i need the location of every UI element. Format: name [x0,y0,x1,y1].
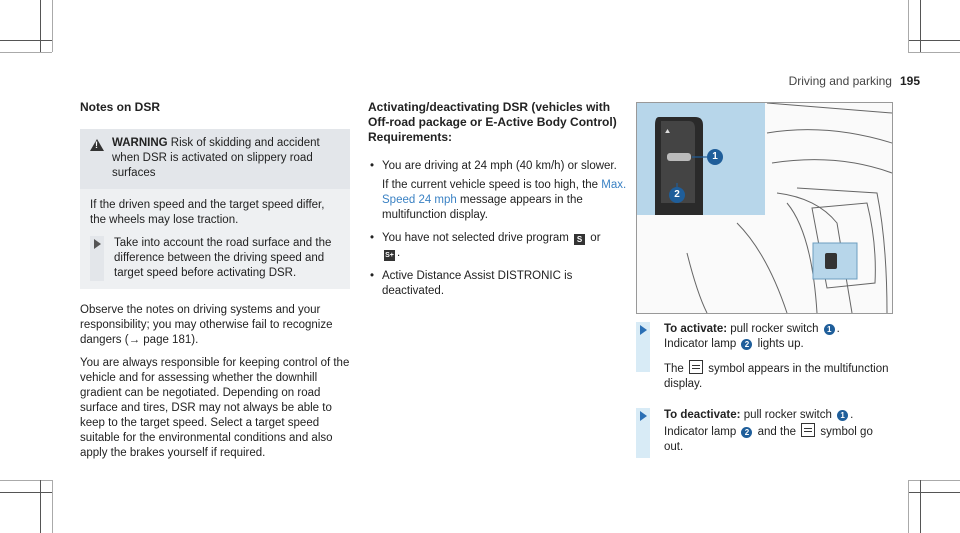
dsr-symbol-icon [689,360,703,374]
warning-action-text: Take into account the road surface and the difference between the driving speed and target speed before activating DSR. [114,237,332,279]
crop-mark [0,480,52,481]
list-item: • Active Distance Assist DISTRONIC is deactivated. [368,269,628,299]
section-title: Driving and parking [788,74,892,88]
callout-2: 2 [674,189,680,200]
deactivate-label: To deactivate: [664,409,741,421]
arrow-icon [640,411,647,421]
svg-text:⛰: ⛰ [665,129,671,135]
crop-mark [908,0,909,52]
warning-triangle-icon [90,139,104,151]
list-item: • You are driving at 24 mph (40 km/h) or slower. If the current vehicle speed is too high, the Max. Speed 24 mph message appears in the multifunction display. [368,159,628,223]
crop-mark [0,52,52,53]
callout-1: 1 [712,151,718,162]
console-drawing [637,103,892,313]
dsr-symbol-icon [801,423,815,437]
crop-mark [52,0,53,52]
warning-paragraph: If the driven speed and the target speed differ, the wheels may lose traction. [90,199,325,226]
paragraph: You are always responsible for keeping control of the vehicle and for assessing whether the downhill gradient can be negotiated. Depending on road surface and tires, DSR may not always be able to keep to the target speed. Select a target speed suitable for the environmental conditions and also apply the brakes yourself if required. [80,357,350,459]
column-notes [80,100,350,469]
warning-box [80,129,350,289]
warning-label: WARNING [112,137,168,149]
warning-action [80,228,350,281]
arrow-icon [94,239,101,249]
callout-2-icon: 2 [741,427,752,438]
paragraph: Observe the notes on driving systems and your responsibility; you may otherwise fail to recognize dangers (→ page 181). [80,304,333,346]
activate-step: To activate: pull rocker switch 1 . Indicator lamp 2 lights up. The symbol appears in the multifunction display. [636,322,892,392]
requirements-heading: Requirements: [368,130,453,144]
callout-1-icon: 1 [837,410,848,421]
arrow-icon [640,325,647,335]
callout-1-icon: 1 [824,324,835,335]
activation-heading: Activating/deactivating DSR (vehicles with Off-road package or E-Active Body Control) [368,100,617,129]
crop-mark [908,480,909,533]
crop-mark [52,480,53,533]
crop-mark [0,40,52,41]
crop-mark [908,492,960,493]
crop-mark [0,492,52,493]
requirements-list [368,159,628,299]
crop-mark [40,0,41,52]
drive-program-s-plus-icon: S+ [385,252,394,259]
column-activation [368,100,628,307]
list-item: • You have not selected drive program S or S+ . [368,231,628,261]
page-number: 195 [899,74,920,88]
crop-mark [920,0,921,52]
activate-label: To activate: [664,323,728,335]
crop-mark [920,480,921,533]
warning-text: Risk of skidding and accident when DSR is activated on slippery road surfaces [112,137,320,179]
deactivate-step: To deactivate: pull rocker switch 1 . Indicator lamp 2 and the symbol go out. [636,408,892,458]
notes-heading: Notes on DSR [80,100,161,114]
display-message: Max. Speed 24 mph [382,179,627,206]
drive-program-s-icon: S [574,234,585,245]
warning-header [80,129,350,189]
callout-2-icon: 2 [741,339,752,350]
crop-mark [40,480,41,533]
page-header [789,74,920,88]
column-steps [636,322,892,466]
dsr-switch-illustration [636,102,893,314]
crop-mark [908,480,960,481]
crop-mark [908,52,960,53]
crop-mark [908,40,960,41]
